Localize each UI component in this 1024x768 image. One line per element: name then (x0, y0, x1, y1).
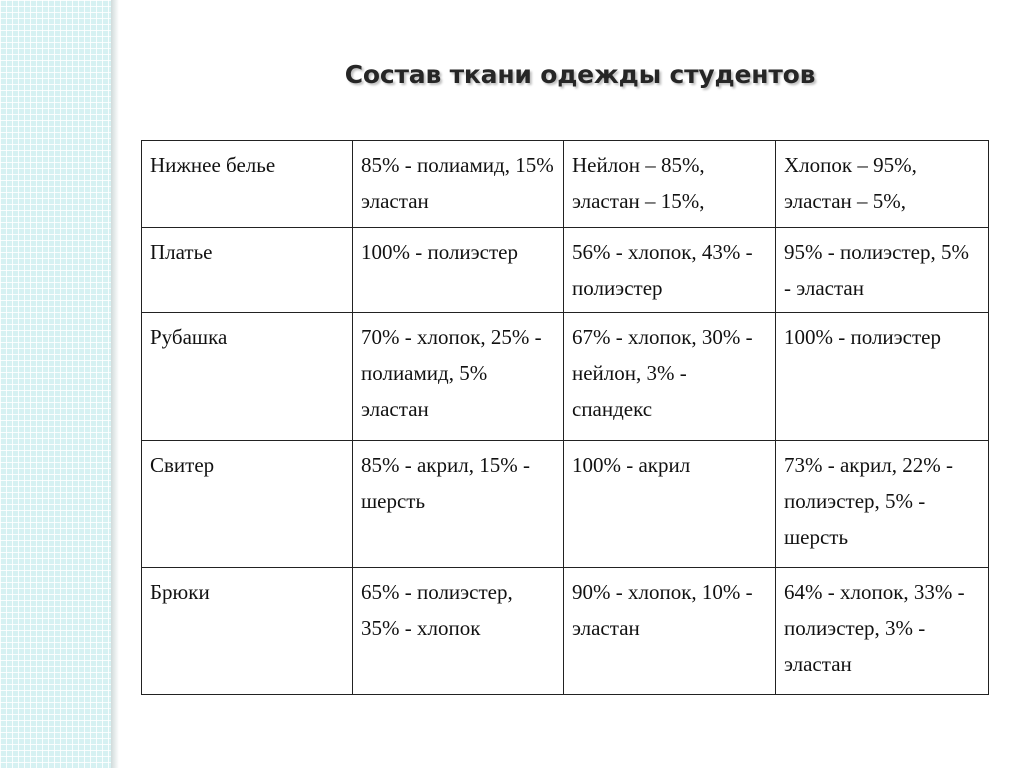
composition-cell: 67% - хлопок, 30% - нейлон, 3% - спандекс (564, 313, 776, 441)
composition-cell: Хлопок – 95%, эластан – 5%, (776, 141, 989, 228)
fabric-composition-table (141, 140, 989, 695)
table-row (142, 313, 989, 441)
table-row (142, 228, 989, 313)
table-row (142, 441, 989, 568)
composition-cell: 56% - хлопок, 43% - полиэстер (564, 228, 776, 313)
composition-cell: 100% - полиэстер (353, 228, 564, 313)
composition-cell: 85% - полиамид, 15% эластан (353, 141, 564, 228)
composition-cell: 90% - хлопок, 10% - эластан (564, 568, 776, 695)
composition-cell: 70% - хлопок, 25% - полиамид, 5% эластан (353, 313, 564, 441)
composition-cell: 100% - полиэстер (776, 313, 989, 441)
composition-cell: 73% - акрил, 22% - полиэстер, 5% - шерсть (776, 441, 989, 568)
table-row (142, 141, 989, 228)
garment-name-cell: Платье (142, 228, 353, 313)
garment-name-cell: Нижнее белье (142, 141, 353, 228)
side-strip-shadow (111, 0, 119, 768)
composition-cell: 100% - акрил (564, 441, 776, 568)
table-row (142, 568, 989, 695)
garment-name-cell: Рубашка (142, 313, 353, 441)
composition-cell: Нейлон – 85%, эластан – 15%, (564, 141, 776, 228)
decorative-side-strip (0, 0, 111, 768)
composition-cell: 95% - полиэстер, 5% - эластан (776, 228, 989, 313)
garment-name-cell: Свитер (142, 441, 353, 568)
composition-cell: 65% - полиэстер, 35% - хлопок (353, 568, 564, 695)
composition-cell: 85% - акрил, 15% - шерсть (353, 441, 564, 568)
composition-cell: 64% - хлопок, 33% - полиэстер, 3% - эластан (776, 568, 989, 695)
garment-name-cell: Брюки (142, 568, 353, 695)
slide-title: Состав ткани одежды студентов (344, 60, 816, 89)
